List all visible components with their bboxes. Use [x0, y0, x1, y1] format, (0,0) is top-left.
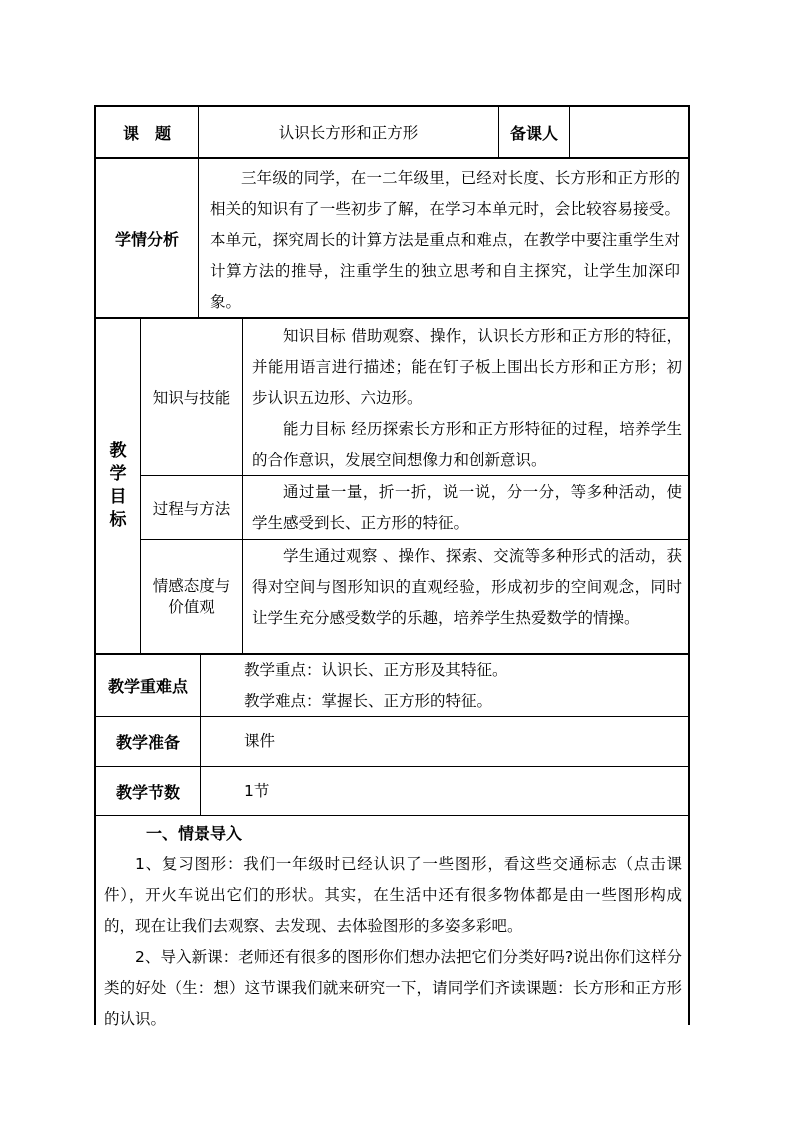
keypoints-content [244, 655, 684, 717]
new-lesson-paragraph: 2、导入新课：老师还有很多的图形你们想办法把它们分类好吗?说出你们这样分类的好处（生：想）这节课我们就来研究一下，请同学们齐读课题：长方形和正方形的认识。 [104, 948, 682, 1028]
process-section-text [104, 849, 682, 1035]
keypoints-label: 教学重难点 [107, 677, 188, 696]
objectives-label-char: 教 [109, 441, 127, 461]
col-divider [242, 317, 243, 653]
preparer-value [570, 107, 688, 157]
objectives-label-char: 目 [109, 487, 127, 507]
objectives-label-char: 学 [109, 464, 127, 484]
knowledge-label: 知识与技能 [152, 389, 231, 407]
review-paragraph: 1、复习图形：我们一年级时已经认识了一些图形，看这些交通标志（点击课件），开火车说出它们的形状。其实，在生活中还有很多物体都是由一些图形构成的，现在让我们去观察、去发现、去体验图形的多姿多彩吧。 [104, 855, 682, 935]
objectives-label [96, 319, 140, 653]
lesson-plan-table [94, 105, 690, 1028]
periods-value: 1节 [244, 782, 270, 800]
difficult-point-line: 教学难点：掌握长、正方形的特征。 [244, 692, 493, 710]
section-heading: 一、情景导入 [146, 824, 243, 843]
preparation-label: 教学准备 [115, 733, 180, 752]
preparation-value: 课件 [244, 732, 276, 750]
col-divider [200, 653, 201, 815]
emotion-label: 情感态度与 价值观 [152, 576, 231, 616]
preparer-label: 备课人 [509, 123, 558, 143]
periods-label: 教学节数 [115, 782, 180, 802]
process-label: 过程与方法 [152, 499, 231, 518]
row-divider [94, 815, 690, 816]
key-point-line: 教学重点：认识长、正方形及其特征。 [244, 661, 508, 679]
knowledge-text [252, 321, 682, 476]
emotion-text: 学生通过观察 、操作、探索、交流等多种形式的活动，获得对空间与图形知识的直观经验，形成初步的空间观念，同时让学生充分感受数学的乐趣，培养学生热爱数学的情操。 [252, 547, 682, 627]
table-border-right [688, 105, 690, 1025]
analysis-text: 三年级的同学，在一二年级里，已经对长度、长方形和正方形的相关的知识有了一些初步了解，在学习本单元时，会比较容易接受。本单元，探究周长的计算方法是重点和难点，在教学中要注重学生对计算方法的推导，注重学生的独立思考和自主探究，让学生加深印象。 [210, 169, 680, 311]
topic-label: 课 题 [122, 123, 171, 143]
knowledge-goal: 知识目标 借助观察、操作，认识长方形和正方形的特征，并能用语言进行描述；能在钉子板上围出长方形和正方形；初步认识五边形、六边形。 [252, 327, 682, 407]
ability-goal: 能力目标 经历探索长方形和正方形特征的过程，培养学生的合作意识，发展空间想像力和创新意识。 [252, 420, 682, 469]
process-text: 通过量一量，折一折，说一说，分一分，等多种活动，使学生感受到长、正方形的特征。 [252, 483, 682, 532]
objectives-label-char: 标 [109, 510, 127, 530]
analysis-label: 学情分析 [114, 229, 179, 249]
topic-value: 认识长方形和正方形 [278, 124, 419, 142]
